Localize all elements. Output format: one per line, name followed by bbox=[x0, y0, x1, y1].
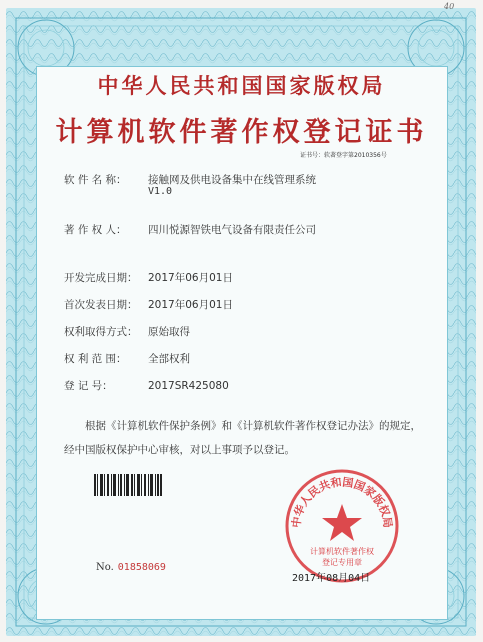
issue-date: 2017年08月04日 bbox=[292, 573, 371, 584]
field-publish-date bbox=[64, 297, 233, 312]
seal-inner-line2: 登记专用章 bbox=[322, 558, 362, 567]
field-label: 权利取得方式： bbox=[64, 326, 138, 338]
field-software-name bbox=[64, 172, 316, 187]
field-value: 接触网及供电设备集中在线管理系统 bbox=[148, 174, 316, 186]
field-value: 2017SR425080 bbox=[148, 380, 229, 392]
field-registration-number bbox=[64, 378, 229, 393]
serial-number bbox=[96, 562, 166, 573]
seal-star-icon bbox=[322, 504, 362, 541]
seal-inner-line1: 计算机软件著作权 bbox=[310, 547, 374, 556]
field-value: 原始取得 bbox=[148, 326, 190, 338]
certificate-number: 证书号：软著登字第2010356号 bbox=[300, 152, 387, 159]
field-value: 2017年06月01日 bbox=[148, 272, 233, 284]
field-label: 开发完成日期： bbox=[64, 272, 138, 284]
field-label: 著 作 权 人： bbox=[64, 224, 127, 236]
certificate-title: 计算机软件著作权登记证书 bbox=[55, 117, 428, 148]
field-copyright-owner bbox=[64, 222, 316, 237]
certificate-frame bbox=[6, 8, 476, 636]
seal-outer-text: 中华人民共和国国家版权局 bbox=[289, 475, 395, 529]
serial-label: No. bbox=[96, 562, 114, 573]
serial-value: 01858069 bbox=[117, 562, 166, 573]
field-label: 登 记 号： bbox=[64, 380, 113, 392]
issuer-title: 中华人民共和国国家版权局 bbox=[97, 74, 386, 98]
handwritten-note: 40 bbox=[444, 2, 455, 11]
barcode bbox=[94, 474, 162, 496]
field-acquisition-method bbox=[64, 324, 190, 339]
field-label: 首次发表日期： bbox=[64, 299, 138, 311]
software-version: V1.0 bbox=[148, 186, 173, 197]
field-development-date bbox=[64, 270, 233, 285]
field-value: 四川悦源智铁电气设备有限责任公司 bbox=[148, 224, 316, 236]
field-rights-scope bbox=[64, 351, 190, 366]
field-label: 软 件 名 称： bbox=[64, 174, 127, 186]
official-seal bbox=[282, 466, 402, 586]
field-value: 2017年06月01日 bbox=[148, 299, 233, 311]
field-label: 权 利 范 围： bbox=[64, 353, 127, 365]
field-value: 全部权利 bbox=[148, 353, 190, 365]
registration-statement: 根据《计算机软件保护条例》和《计算机软件著作权登记办法》的规定，经中国版权保护中心审核，对以上事项予以登记。 bbox=[64, 420, 421, 456]
